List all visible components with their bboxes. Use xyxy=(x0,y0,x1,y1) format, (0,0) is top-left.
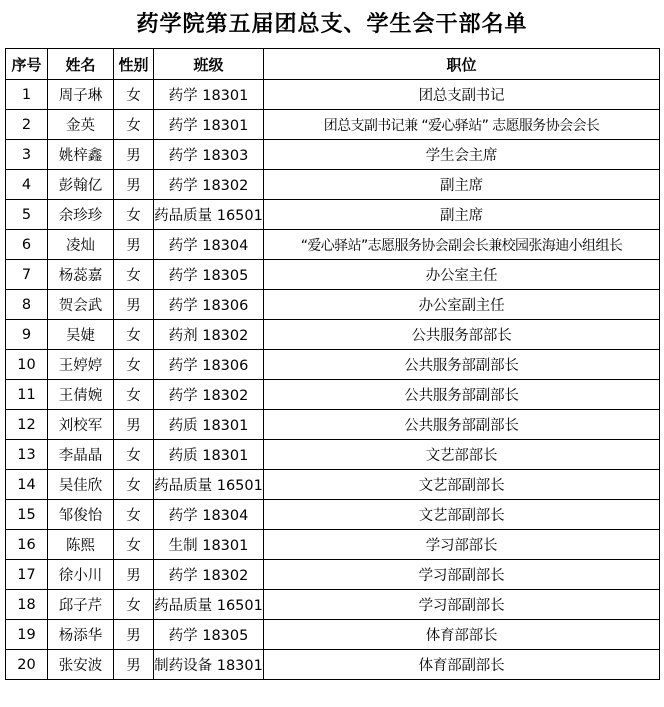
cell-name: 贺会武 xyxy=(48,290,114,320)
cell-name: 刘校军 xyxy=(48,410,114,440)
cell-name: 余珍珍 xyxy=(48,200,114,230)
table-row xyxy=(6,650,660,680)
cell-no: 7 xyxy=(6,260,48,290)
table-row xyxy=(6,200,660,230)
cell-position: 学习部部长 xyxy=(264,530,660,560)
header-row xyxy=(6,49,660,80)
cell-position: 办公室主任 xyxy=(264,260,660,290)
cell-class: 药品质量 16501 xyxy=(154,590,264,620)
cell-gender: 男 xyxy=(114,290,154,320)
cell-position: 团总支副书记兼 “爱心驿站” 志愿服务协会会长 xyxy=(264,110,660,140)
cell-class: 药学 18301 xyxy=(154,80,264,110)
table-row xyxy=(6,110,660,140)
cell-gender: 女 xyxy=(114,590,154,620)
header-cell-no: 序号 xyxy=(6,49,48,80)
cell-name: 邹俊怡 xyxy=(48,500,114,530)
cell-no: 15 xyxy=(6,500,48,530)
cell-gender: 女 xyxy=(114,80,154,110)
cell-name: 吴佳欣 xyxy=(48,470,114,500)
cell-name: 姚梓鑫 xyxy=(48,140,114,170)
table-row xyxy=(6,320,660,350)
header-cell-gender: 性别 xyxy=(114,49,154,80)
cell-class: 药剂 18302 xyxy=(154,320,264,350)
cell-name: 李晶晶 xyxy=(48,440,114,470)
cell-name: 金英 xyxy=(48,110,114,140)
cell-gender: 女 xyxy=(114,380,154,410)
document-title: 药学院第五届团总支、学生会干部名单 xyxy=(136,11,528,37)
cell-class: 药学 18304 xyxy=(154,500,264,530)
cell-no: 11 xyxy=(6,380,48,410)
cell-no: 1 xyxy=(6,80,48,110)
cell-position: 文艺部部长 xyxy=(264,440,660,470)
cell-position: 公共服务部副部长 xyxy=(264,350,660,380)
cell-no: 9 xyxy=(6,320,48,350)
cell-class: 制药设备 18301 xyxy=(154,650,264,680)
cell-name: 凌灿 xyxy=(48,230,114,260)
roster-body xyxy=(6,80,660,680)
cell-gender: 男 xyxy=(114,650,154,680)
cell-class: 药质 18301 xyxy=(154,410,264,440)
cell-position: 副主席 xyxy=(264,170,660,200)
table-row xyxy=(6,410,660,440)
cell-gender: 女 xyxy=(114,530,154,560)
cell-position: 文艺部副部长 xyxy=(264,500,660,530)
header-cell-position: 职位 xyxy=(264,49,660,80)
cell-position: 体育部部长 xyxy=(264,620,660,650)
cell-class: 药质 18301 xyxy=(154,440,264,470)
cell-position: 办公室副主任 xyxy=(264,290,660,320)
cell-no: 18 xyxy=(6,590,48,620)
cell-position: “爱心驿站”志愿服务协会副会长兼校园张海迪小组组长 xyxy=(264,230,660,260)
cell-position: 文艺部副部长 xyxy=(264,470,660,500)
cell-position: 公共服务部副部长 xyxy=(264,380,660,410)
table-row xyxy=(6,560,660,590)
table-row xyxy=(6,500,660,530)
header-cell-name: 姓名 xyxy=(48,49,114,80)
table-row xyxy=(6,620,660,650)
cell-class: 药学 18302 xyxy=(154,380,264,410)
cell-class: 药学 18302 xyxy=(154,170,264,200)
table-row xyxy=(6,290,660,320)
cell-no: 20 xyxy=(6,650,48,680)
cell-name: 杨添华 xyxy=(48,620,114,650)
table-row xyxy=(6,230,660,260)
table-row xyxy=(6,530,660,560)
roster-table xyxy=(5,48,660,680)
cell-name: 张安波 xyxy=(48,650,114,680)
table-row xyxy=(6,260,660,290)
cell-no: 14 xyxy=(6,470,48,500)
cell-no: 4 xyxy=(6,170,48,200)
cell-no: 8 xyxy=(6,290,48,320)
table-row xyxy=(6,80,660,110)
cell-gender: 女 xyxy=(114,500,154,530)
cell-class: 药学 18305 xyxy=(154,620,264,650)
cell-gender: 女 xyxy=(114,260,154,290)
cell-position: 学习部副部长 xyxy=(264,560,660,590)
cell-no: 19 xyxy=(6,620,48,650)
cell-no: 17 xyxy=(6,560,48,590)
cell-gender: 男 xyxy=(114,560,154,590)
cell-name: 吴婕 xyxy=(48,320,114,350)
cell-name: 王倩婉 xyxy=(48,380,114,410)
cell-gender: 女 xyxy=(114,200,154,230)
cell-gender: 男 xyxy=(114,620,154,650)
cell-gender: 女 xyxy=(114,470,154,500)
cell-position: 副主席 xyxy=(264,200,660,230)
table-row xyxy=(6,140,660,170)
cell-gender: 女 xyxy=(114,110,154,140)
cell-class: 药学 18306 xyxy=(154,290,264,320)
cell-no: 13 xyxy=(6,440,48,470)
table-row xyxy=(6,590,660,620)
cell-name: 邱子芹 xyxy=(48,590,114,620)
cell-gender: 女 xyxy=(114,350,154,380)
cell-class: 生制 18301 xyxy=(154,530,264,560)
cell-class: 药品质量 16501 xyxy=(154,470,264,500)
cell-no: 12 xyxy=(6,410,48,440)
cell-no: 3 xyxy=(6,140,48,170)
cell-no: 10 xyxy=(6,350,48,380)
cell-position: 学习部副部长 xyxy=(264,590,660,620)
cell-position: 公共服务部部长 xyxy=(264,320,660,350)
cell-class: 药学 18306 xyxy=(154,350,264,380)
cell-gender: 男 xyxy=(114,170,154,200)
cell-name: 徐小川 xyxy=(48,560,114,590)
cell-gender: 男 xyxy=(114,230,154,260)
cell-no: 16 xyxy=(6,530,48,560)
cell-name: 杨蕊嘉 xyxy=(48,260,114,290)
cell-no: 5 xyxy=(6,200,48,230)
cell-class: 药学 18305 xyxy=(154,260,264,290)
cell-position: 体育部副部长 xyxy=(264,650,660,680)
cell-gender: 男 xyxy=(114,140,154,170)
cell-class: 药品质量 16501 xyxy=(154,200,264,230)
cell-class: 药学 18302 xyxy=(154,560,264,590)
cell-name: 彭翰亿 xyxy=(48,170,114,200)
cell-no: 2 xyxy=(6,110,48,140)
table-row xyxy=(6,350,660,380)
cell-name: 陈熙 xyxy=(48,530,114,560)
cell-gender: 女 xyxy=(114,440,154,470)
cell-position: 公共服务部副部长 xyxy=(264,410,660,440)
cell-gender: 男 xyxy=(114,410,154,440)
table-row xyxy=(6,170,660,200)
table-row xyxy=(6,380,660,410)
cell-gender: 女 xyxy=(114,320,154,350)
cell-name: 周子琳 xyxy=(48,80,114,110)
cell-class: 药学 18304 xyxy=(154,230,264,260)
cell-name: 王婷婷 xyxy=(48,350,114,380)
table-row xyxy=(6,470,660,500)
cell-class: 药学 18303 xyxy=(154,140,264,170)
cell-position: 团总支副书记 xyxy=(264,80,660,110)
cell-no: 6 xyxy=(6,230,48,260)
cell-position: 学生会主席 xyxy=(264,140,660,170)
header-cell-class: 班级 xyxy=(154,49,264,80)
cell-class: 药学 18301 xyxy=(154,110,264,140)
table-row xyxy=(6,440,660,470)
